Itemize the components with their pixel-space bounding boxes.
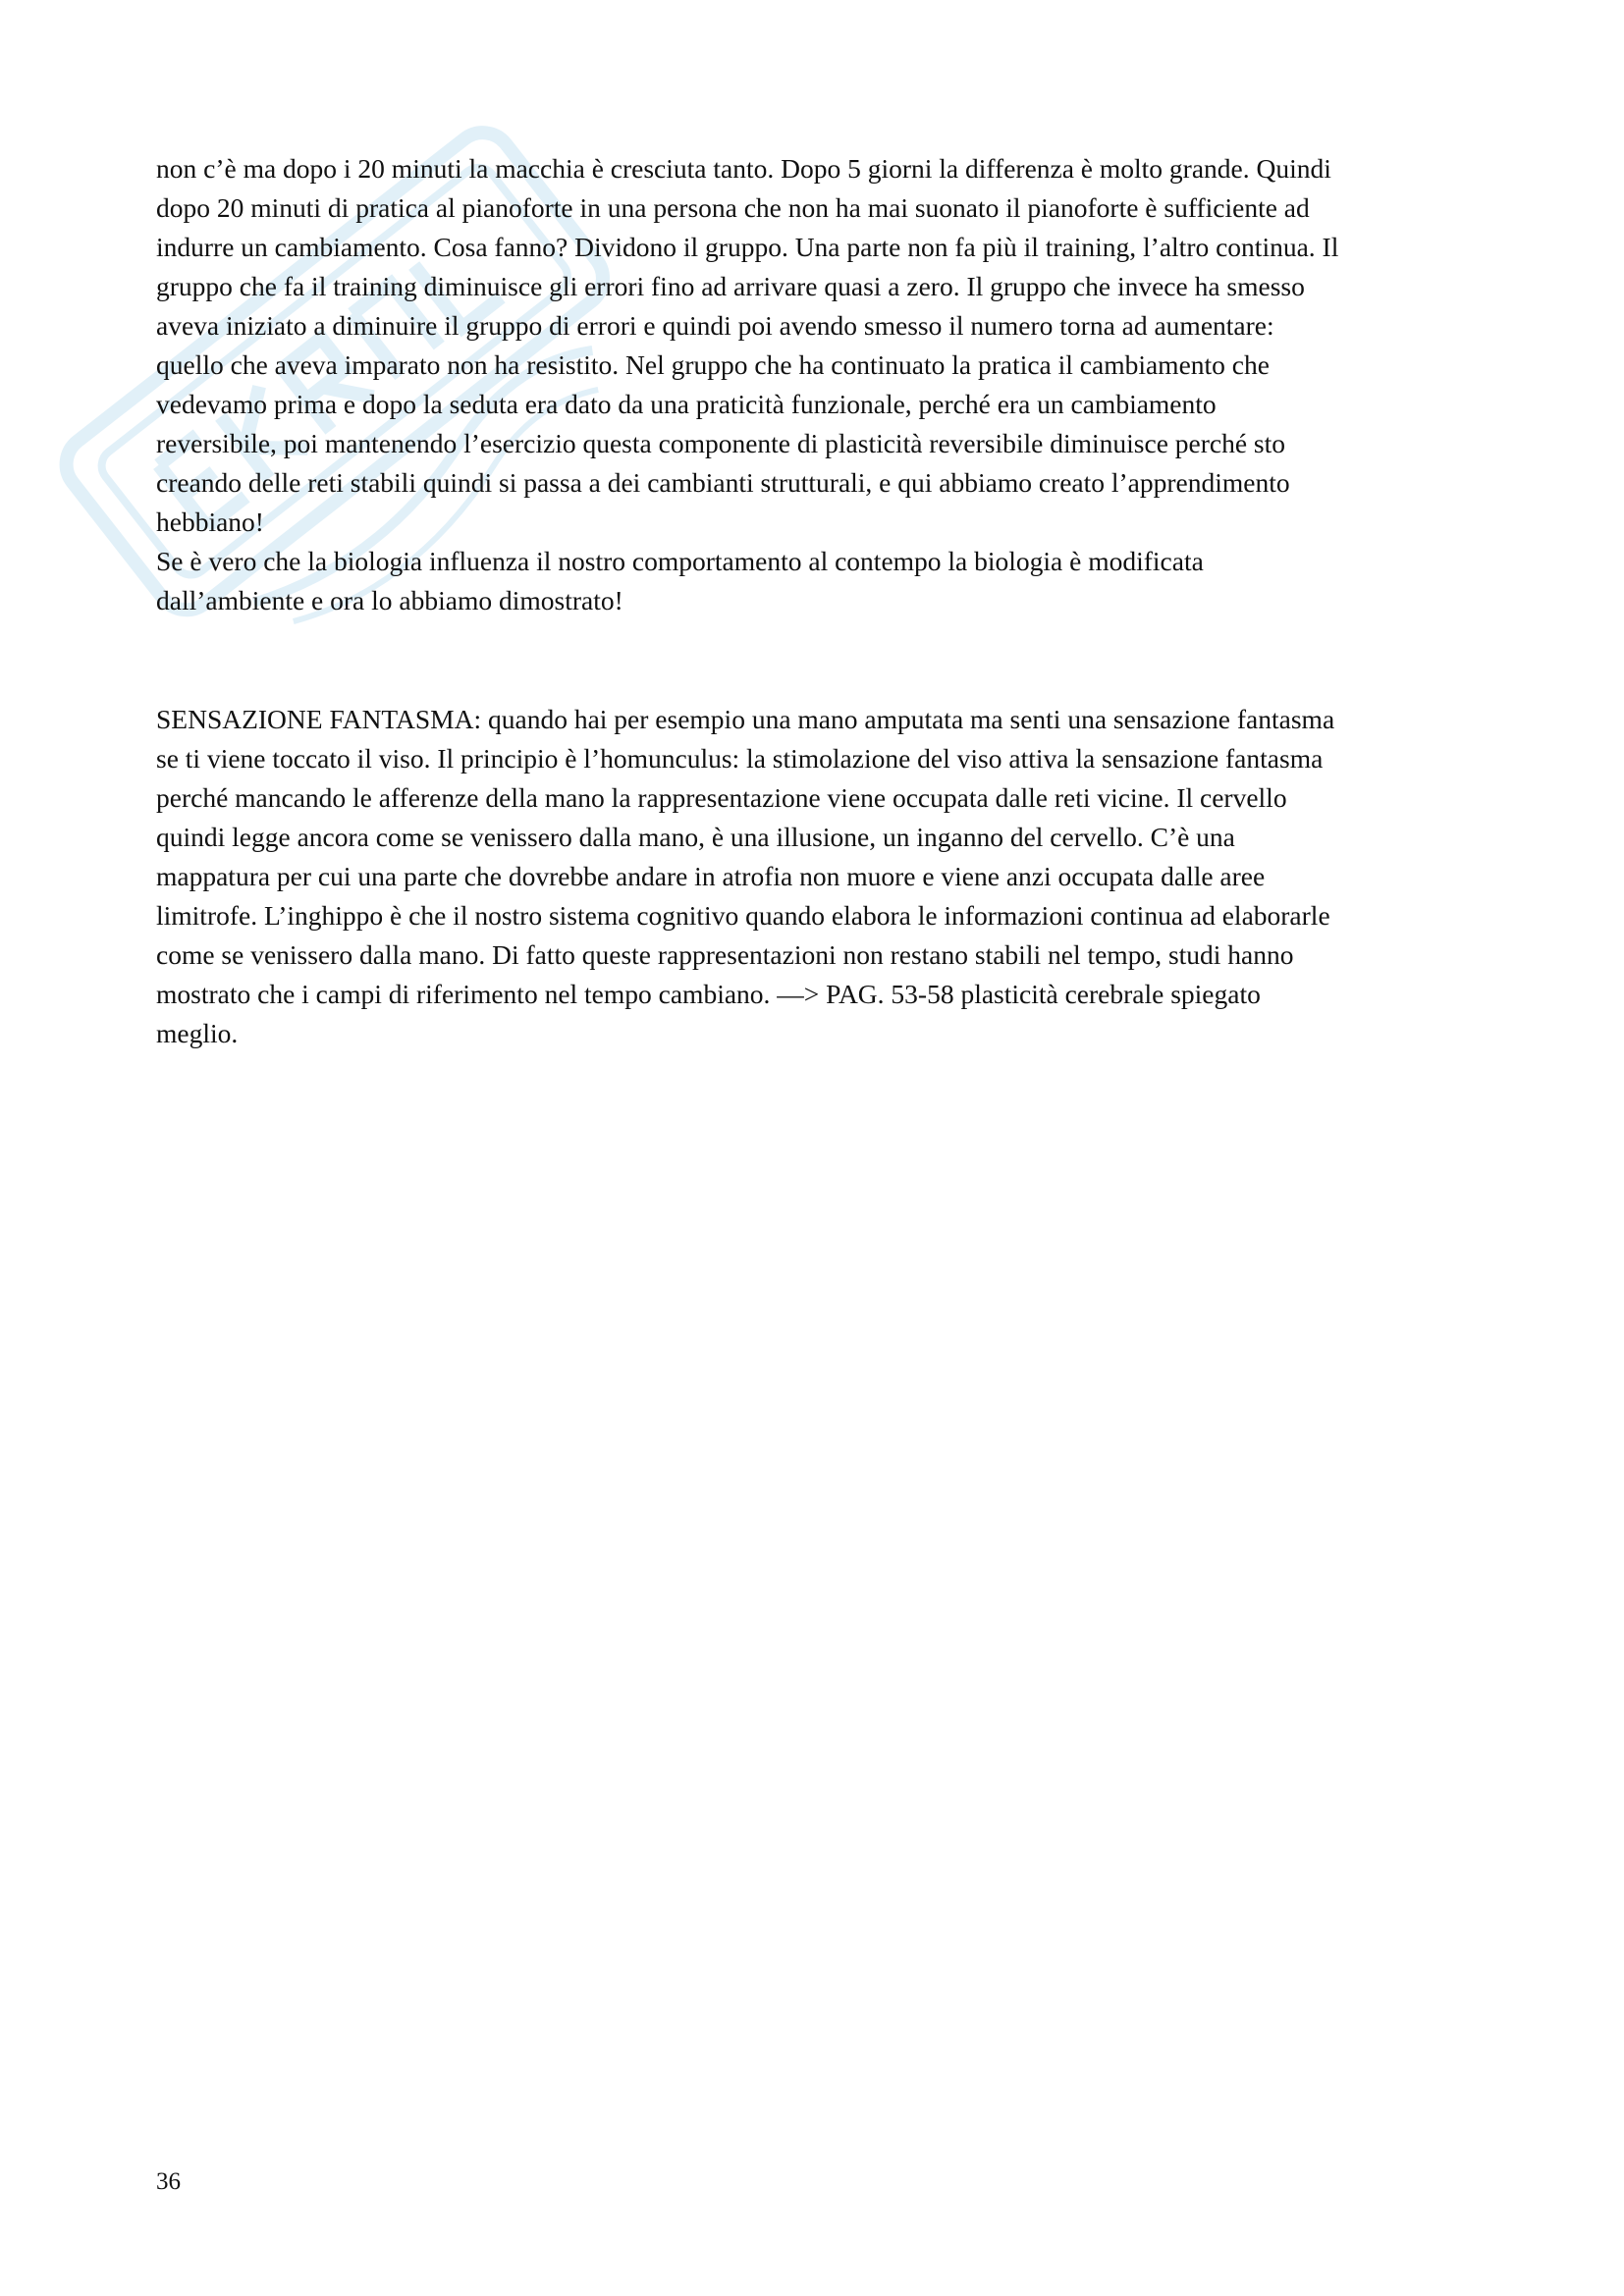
page-number: 36 <box>156 2168 181 2195</box>
text-line: dopo 20 minuti di pratica al pianoforte in una persona che non ha mai suonato il pianoforte è sufficiente ad <box>156 192 1310 223</box>
text-line: indurre un cambiamento. Cosa fanno? Dividono il gruppo. Una parte non fa più il training, l’altro continua. Il <box>156 232 1339 262</box>
text-line: reversibile, poi mantenendo l’esercizio questa componente di plasticità reversibile diminuisce perché sto <box>156 428 1286 458</box>
text-line: aveva iniziato a diminuire il gruppo di errori e quindi poi avendo smesso il numero torna ad aumentare: <box>156 310 1274 341</box>
text-line: quindi legge ancora come se venissero dalla mano, è una illusione, un inganno del cervello. C’è una <box>156 822 1235 852</box>
text-line: limitrofe. L’inghippo è che il nostro sistema cognitivo quando elabora le informazioni continua ad elaborarle <box>156 900 1330 931</box>
text-line: meglio. <box>156 1018 239 1048</box>
paragraph-hebbian-learning <box>156 149 1482 620</box>
text-line: dall’ambiente e ora lo abbiamo dimostrato! <box>156 585 623 615</box>
text-line: come se venissero dalla mano. Di fatto queste rappresentazioni non restano stabili nel tempo, studi hanno <box>156 939 1294 970</box>
text-line: gruppo che fa il training diminuisce gli errori fino ad arrivare quasi a zero. Il gruppo che invece ha smesso <box>156 271 1305 301</box>
text-line: mappatura per cui una parte che dovrebbe andare in atrofia non muore e viene anzi occupata dalle aree <box>156 861 1266 891</box>
text-line: hebbiano! <box>156 507 264 537</box>
paragraph-spacer <box>156 620 1482 700</box>
text-line: creando delle reti stabili quindi si passa a dei cambianti strutturali, e qui abbiamo creato l’apprendimento <box>156 467 1290 498</box>
paragraph-phantom-sensation <box>156 700 1482 1053</box>
document-body <box>156 149 1482 1053</box>
text-line: SENSAZIONE FANTASMA: quando hai per esempio una mano amputata ma senti una sensazione fantasma <box>156 704 1335 734</box>
text-line: vedevamo prima e dopo la seduta era dato da una praticità funzionale, perché era un cambiamento <box>156 389 1217 419</box>
text-line: quello che aveva imparato non ha resistito. Nel gruppo che ha continuato la pratica il cambiamento che <box>156 349 1270 380</box>
text-line: se ti viene toccato il viso. Il principio è l’homunculus: la stimolazione del viso attiva la sensazione fantasma <box>156 743 1324 774</box>
text-line: Se è vero che la biologia influenza il nostro comportamento al contempo la biologia è modificata <box>156 546 1204 576</box>
text-line: non c’è ma dopo i 20 minuti la macchia è cresciuta tanto. Dopo 5 giorni la differenza è molto grande. Quindi <box>156 153 1331 184</box>
text-line: perché mancando le afferenze della mano la rappresentazione viene occupata dalle reti vicine. Il cervello <box>156 782 1287 813</box>
text-line: mostrato che i campi di riferimento nel tempo cambiano. —> PAG. 53-58 plasticità cerebrale spiegato <box>156 979 1261 1009</box>
